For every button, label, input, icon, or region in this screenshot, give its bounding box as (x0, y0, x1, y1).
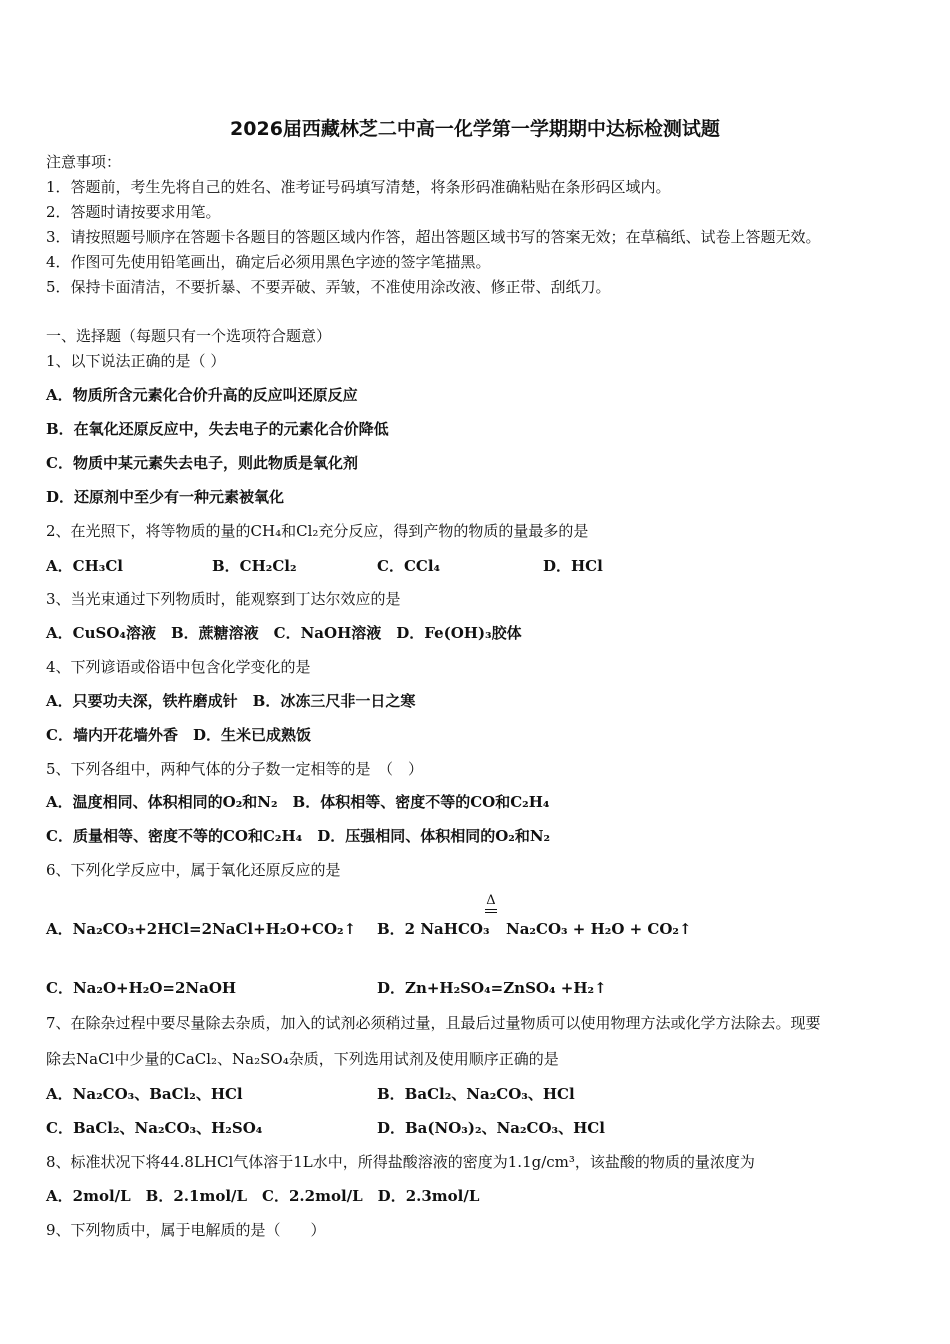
q6-option-d: D．Zn+H₂SO₄=ZnSO₄ +H₂↑ (377, 979, 607, 997)
page-title: 2026届西藏林芝二中高一化学第一学期期中达标检测试题 (230, 118, 720, 140)
q7-stem-line2: 除去NaCl中少量的CaCl₂、Na₂SO₄杂质，下列选用试剂及使用顺序正确的是 (46, 1050, 559, 1068)
q7-option-a: A．Na₂CO₃、BaCl₂、HCl (46, 1085, 243, 1103)
q7-option-c: C．BaCl₂、Na₂CO₃、H₂SO₄ (46, 1119, 263, 1137)
notice-heading: 注意事项： (46, 153, 122, 171)
notice-item-2: 2．答题时请按要求用笔。 (46, 203, 221, 221)
q3-stem: 3、当光束通过下列物质时，能观察到丁达尔效应的是 (46, 590, 401, 608)
q2-option-d: D．HCl (543, 557, 603, 575)
q9-stem: 9、下列物质中，属于电解质的是（ ） (46, 1221, 326, 1239)
q8-options: A．2mol/L B．2.1mol/L C．2.2mol/L D．2.3mol/L (46, 1187, 480, 1205)
q5-options-ab: A．温度相同、体积相同的O₂和N₂ B．体积相等、密度不等的CO和C₂H₄ (46, 793, 550, 811)
notice-item-5: 5．保持卡面清洁，不要折暴、不要弄破、弄皱，不准使用涂改液、修正带、刮纸刀。 (46, 278, 611, 296)
heat-condition-symbol: Δ (485, 894, 497, 913)
q4-stem: 4、下列谚语或俗语中包含化学变化的是 (46, 658, 311, 676)
q1-option-c: C．物质中某元素失去电子，则此物质是氧化剂 (46, 454, 358, 472)
q4-options-ab: A．只要功夫深，铁杵磨成针 B．冰冻三尺非一日之寒 (46, 692, 416, 710)
q2-option-c: C．CCl₄ (377, 557, 441, 575)
q5-stem: 5、下列各组中，两种气体的分子数一定相等的是 （ ） (46, 760, 424, 778)
notice-item-4: 4．作图可先使用铅笔画出，确定后必须用黑色字迹的签字笔描黑。 (46, 253, 491, 271)
q1-option-a: A．物质所含元素化合价升高的反应叫还原反应 (46, 386, 358, 404)
q4-options-cd: C．墙内开花墙外香 D．生米已成熟饭 (46, 726, 311, 744)
q6-stem: 6、下列化学反应中，属于氧化还原反应的是 (46, 861, 341, 879)
q1-option-b: B．在氧化还原反应中，失去电子的元素化合价降低 (46, 420, 389, 438)
notice-item-3: 3．请按照题号顺序在答题卡各题目的答题区域内作答，超出答题区域书写的答案无效；在草稿纸、试卷上答题无效。 (46, 228, 821, 246)
q6-option-b-right: Na₂CO₃ + H₂O + CO₂↑ (506, 920, 692, 938)
q7-option-d: D．Ba(NO₃)₂、Na₂CO₃、HCl (377, 1119, 605, 1137)
q1-stem: 1、以下说法正确的是（ ） (46, 352, 226, 370)
q2-option-b: B．CH₂Cl₂ (212, 557, 297, 575)
q8-stem: 8、标准状况下将44.8LHCl气体溶于1L水中，所得盐酸溶液的密度为1.1g/cm³，该盐酸的物质的量浓度为 (46, 1153, 755, 1171)
notice-item-1: 1．答题前，考生先将自己的姓名、准考证号码填写清楚，将条形码准确粘贴在条形码区域内。 (46, 178, 671, 196)
section-heading: 一、选择题（每题只有一个选项符合题意） (46, 327, 332, 345)
q1-option-d: D．还原剂中至少有一种元素被氧化 (46, 488, 285, 506)
q6-option-a: A．Na₂CO₃+2HCl=2NaCl+H₂O+CO₂↑ (46, 920, 357, 938)
q5-options-cd: C．质量相等、密度不等的CO和C₂H₄ D．压强相同、体积相同的O₂和N₂ (46, 827, 551, 845)
q7-option-b: B．BaCl₂、Na₂CO₃、HCl (377, 1085, 575, 1103)
q2-stem: 2、在光照下，将等物质的量的CH₄和Cl₂充分反应，得到产物的物质的量最多的是 (46, 522, 589, 540)
q7-stem-line1: 7、在除杂过程中要尽量除去杂质，加入的试剂必须稍过量，且最后过量物质可以使用物理方法或化学方法除去。现要 (46, 1014, 821, 1032)
q3-options: A．CuSO₄溶液 B．蔗糖溶液 C．NaOH溶液 D．Fe(OH)₃胶体 (46, 624, 522, 642)
q6-option-b-left: B．2 NaHCO₃ (377, 920, 490, 938)
q6-option-c: C．Na₂O+H₂O=2NaOH (46, 979, 237, 997)
q2-option-a: A．CH₃Cl (46, 557, 123, 575)
